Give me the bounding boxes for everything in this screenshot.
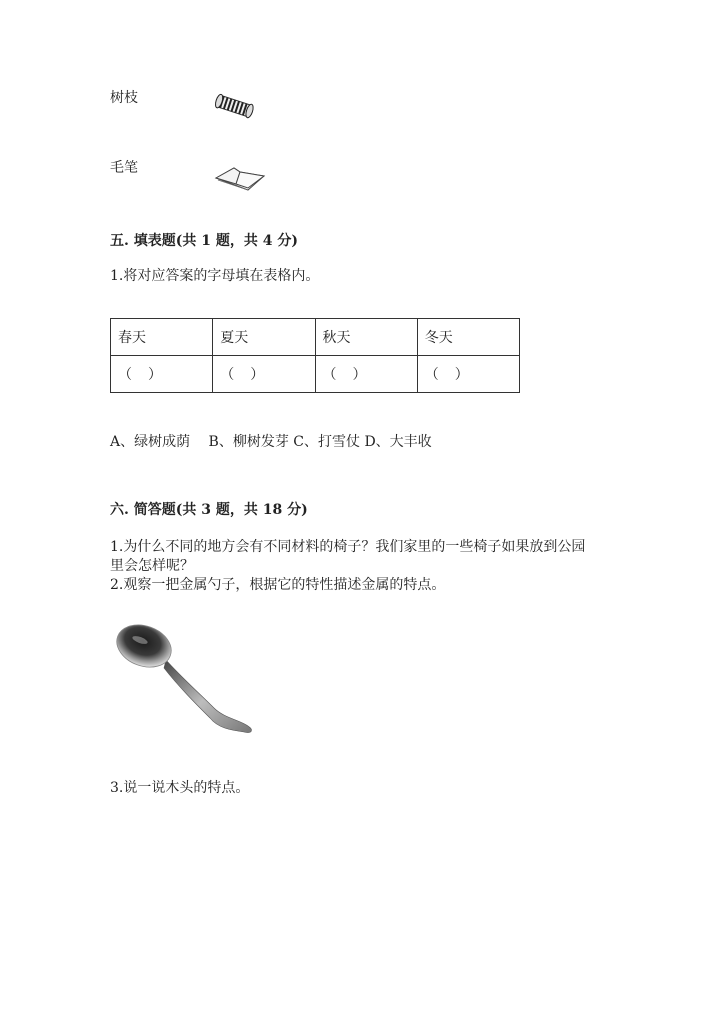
fill-table bbox=[110, 318, 520, 393]
match-label-branch: 树枝 bbox=[110, 90, 138, 106]
paren-close: ） bbox=[250, 367, 265, 383]
paren-close: ） bbox=[454, 367, 469, 383]
table-header-spring: 春天 bbox=[111, 319, 213, 356]
section6-title: 六. 简答题(共 3 题，共 18 分) bbox=[110, 502, 308, 518]
table-header-row bbox=[111, 319, 520, 356]
paren-close: ） bbox=[352, 367, 367, 383]
table-header-summer: 夏天 bbox=[213, 319, 315, 356]
table-header-winter: 冬天 bbox=[417, 319, 519, 356]
scroll-icon bbox=[212, 90, 256, 124]
section5-question: 1.将对应答案的字母填在表格内。 bbox=[110, 268, 320, 284]
section6-q3: 3.说一说木头的特点。 bbox=[110, 780, 250, 796]
section6-q1-line1: 1.为什么不同的地方会有不同材料的椅子？我们家里的一些椅子如果放到公园 bbox=[110, 539, 586, 555]
table-header-autumn: 秋天 bbox=[315, 319, 417, 356]
paren-open: （ bbox=[322, 367, 337, 383]
answer-cell-spring[interactable] bbox=[111, 356, 213, 393]
paren-open: （ bbox=[220, 367, 235, 383]
paren-open: （ bbox=[424, 367, 439, 383]
table-answer-row bbox=[111, 356, 520, 393]
paren-close: ） bbox=[148, 367, 162, 383]
answer-options: A、绿树成荫 B、柳树发芽 C、打雪仗 D、大丰收 bbox=[110, 434, 432, 450]
section6-q1-line2: 里会怎样呢？ bbox=[110, 558, 194, 574]
paren-open: （ bbox=[118, 367, 132, 383]
section5-title: 五. 填表题(共 1 题，共 4 分) bbox=[110, 233, 298, 249]
section6-q2: 2.观察一把金属勺子，根据它的特性描述金属的特点。 bbox=[110, 577, 446, 593]
match-label-brush: 毛笔 bbox=[110, 160, 138, 176]
spoon-image bbox=[114, 622, 258, 736]
answer-cell-autumn[interactable] bbox=[315, 356, 417, 393]
answer-cell-summer[interactable] bbox=[213, 356, 315, 393]
answer-cell-winter[interactable] bbox=[417, 356, 519, 393]
open-book-icon bbox=[214, 160, 266, 192]
